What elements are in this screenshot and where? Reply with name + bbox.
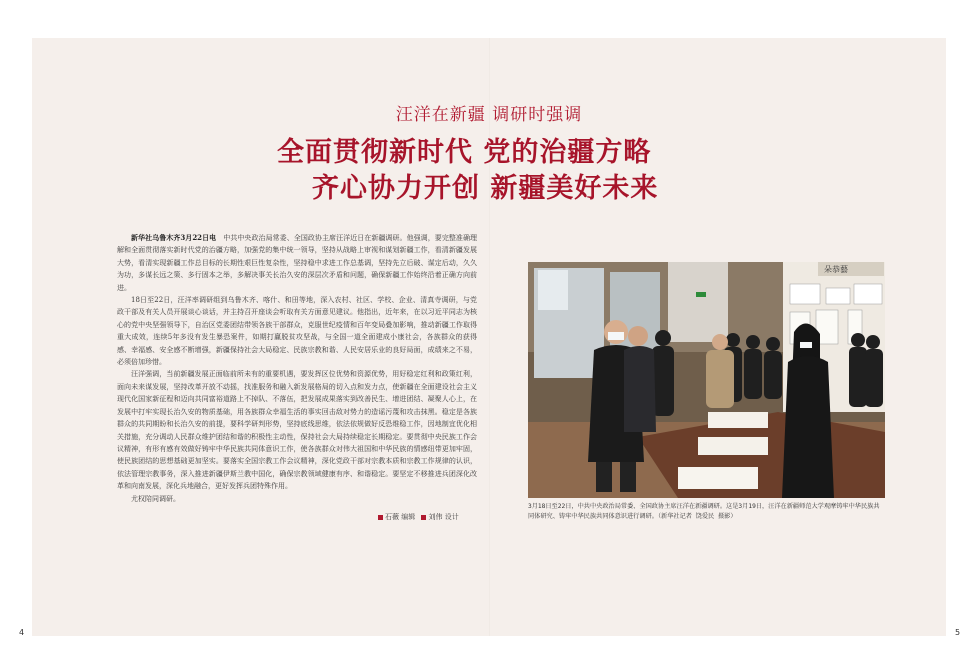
editor-name: 石薇	[385, 513, 399, 521]
article-paragraph	[117, 232, 477, 294]
designer-role: 设计	[444, 513, 459, 521]
editor-role: 编辑	[401, 513, 416, 521]
wall-sign-text: 朵恭藝	[824, 265, 848, 274]
photo-caption: 3月18日至22日，中共中央政治局常委、全国政协主席汪洋在新疆调研。这是3月19日，汪洋在新疆师范大学观摩铸牢中华民族共同体研究、铸牢中华民族共同体意识进行调研。（新华社记者 饶爱民 摄影）	[528, 503, 880, 520]
kicker-headline: 汪洋在新疆 调研时强调	[395, 105, 583, 125]
headline-line-1: 全面贯彻新时代 党的治疆方略	[277, 137, 652, 168]
page-number-right: 5	[955, 628, 961, 637]
designer-name: 刘伟	[428, 513, 443, 521]
article-body	[117, 232, 477, 505]
page-gutter	[489, 38, 490, 636]
credit-marker-icon	[421, 515, 426, 520]
article-paragraph: 汪洋强调，当前新疆发展正面临前所未有的重要机遇，要发挥区位优势和资源优势，用好稳定红利和政策红利，面向未来谋发展，坚持改革开放不动摇，找准服务和融入新发展格局的切入点和发力点，使新疆在全面建设社会主义现代化国家新征程和迈向共同富裕道路上不掉队、不落伍，把发展成果落实到改善民生、增进团结、凝聚人心上，在发展中打牢实现长治久安的物质基础，用各族群众幸福生活的事实回击敌对势力的造谣污蔑和攻击抹黑。稳定是各族群众的共同期盼和长治久安的前提，要科学研判形势，坚持底线思维，依法依规做好反恐维稳工作，因地制宜优化相关措施，充分调动人民群众维护团结和谐的积极性主动性，保持社会大局持续稳定长期稳定。要贯彻中央民族工作会议精神，有形有感有效做好铸牢中华民族共同体意识工作，使各族群众对伟大祖国和中华民族的情感纽带更加牢固，使民族团结的思想基础更加坚实。要落实全国宗教工作会议精神，深化党政干部对宗教本质和宗教工作规律的认识，依法管理宗教事务，深入推进新疆伊斯兰教中国化，确保宗教领域健康有序、和谐稳定。要坚定不移推进兵团深化改革和向南发展，深化兵地融合，更好发挥兵团特殊作用。	[117, 370, 477, 491]
dateline: 新华社乌鲁木齐3月22日电	[131, 233, 217, 242]
news-photo-illustration	[528, 262, 885, 498]
credit-marker-icon	[378, 515, 383, 520]
news-photo	[528, 262, 885, 498]
paragraph-text: 中共中央政治局常委、全国政协主席汪洋近日在新疆调研。他强调，要完整准确理解和全面贯彻落实新时代党的治疆方略，加强党的集中统一领导，坚持从战略上审视和谋划新疆工作，看清新疆发展大势，看清实现新疆工作总目标的长期性艰巨性复杂性，坚持稳中求进工作总基调，坚持先立后破、谋定后动，久久为功，多谋长远之策、多行固本之举，多解决事关长治久安的深层次矛盾和问题，确保新疆工作始终沿着正确方向前进。	[117, 234, 478, 292]
headline-line-2: 齐心协力开创 新疆美好未来	[312, 173, 659, 204]
article-paragraph: 尤权陪同调研。	[131, 494, 180, 503]
article-paragraph: 18日至22日，汪洋率调研组到乌鲁木齐、喀什、和田等地，深入农村、社区、学校、企业、清真寺调研，与党政干部及有关人员开展谈心谈话，并主持召开座谈会听取有关方面意见建议。他指出，近年来，在以习近平同志为核心的党中央坚强领导下，自治区党委团结带领各族干部群众，克服世纪疫情和百年变局叠加影响，推动新疆工作取得重大成效，连续5年多没有发生暴恐案件，如期打赢脱贫攻坚战，与全国一道全面建成小康社会，各族群众的获得感、幸福感、安全感不断增强，新疆保持社会大局稳定、民族宗教和谐、人民安居乐业的良好局面，成绩来之不易，必须倍加珍惜。	[117, 296, 477, 367]
page-number-left: 4	[19, 628, 25, 637]
credits	[374, 512, 459, 522]
magazine-spread	[32, 38, 946, 636]
